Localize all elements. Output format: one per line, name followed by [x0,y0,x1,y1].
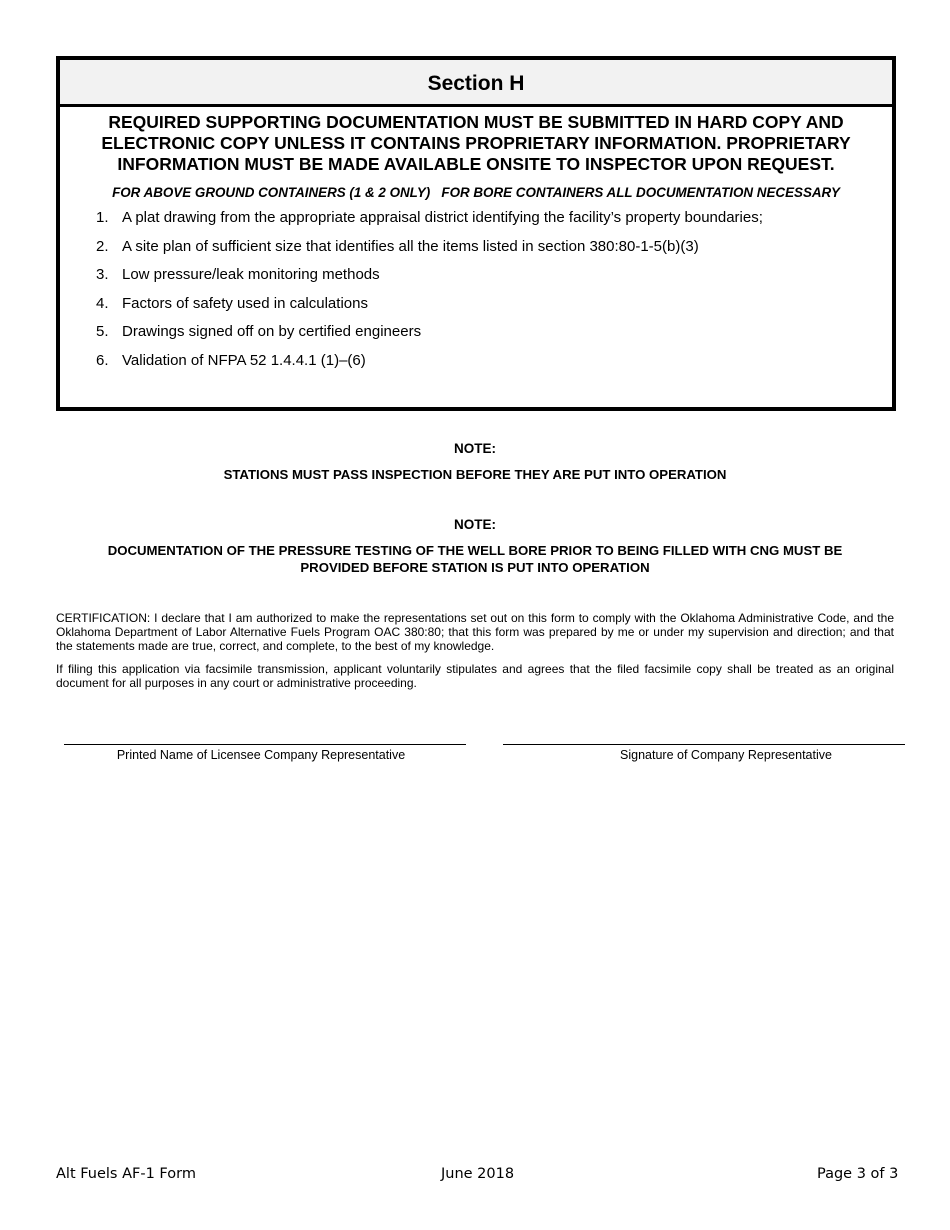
list-item-text: A plat drawing from the appropriate appraisal district identifying the facility’s property boundaries; [122,209,763,226]
note-label-inspection: NOTE: [454,441,496,456]
list-item [60,295,892,313]
footer-date: June 2018 [441,1166,515,1182]
documentation-list [60,209,892,370]
list-item-number: 3. [96,266,109,284]
footer-page-number: Page 3 of 3 [817,1166,899,1182]
facsimile-statement: If filing this application via facsimile transmission, applicant voluntarily stipulates and agrees that the filed facsimile copy shall be treated as an original document for all purposes in any court or administrative proceeding. [56,662,894,690]
required-documentation-notice: REQUIRED SUPPORTING DOCUMENTATION MUST BE SUBMITTED IN HARD COPY AND ELECTRONIC COPY UNLESS IT CONTAINS PROPRIETARY INFORMATION. PROPRIETARY INFORMATION MUST BE MADE AVAILABLE ONSITE TO INSPECTOR UPON REQUEST. [101,112,851,174]
list-item-number: 6. [96,351,109,369]
printed-name-line[interactable] [64,744,466,745]
footer-form-name: Alt Fuels AF-1 Form [56,1166,196,1182]
list-item-number: 1. [96,209,109,226]
signature-line[interactable] [503,744,905,745]
list-item-number: 5. [96,323,109,341]
list-item-text: A site plan of sufficient size that identifies all the items listed in section 380:80-1-5(b)(3) [122,237,699,255]
list-item-number: 4. [96,294,109,312]
container-subheading: FOR ABOVE GROUND CONTAINERS (1 & 2 ONLY) FOR BORE CONTAINERS ALL DOCUMENTATION NECESSARY [112,185,840,200]
section-h-box [56,56,896,411]
list-item [60,238,892,256]
note-text-pressure-testing: DOCUMENTATION OF THE PRESSURE TESTING OF THE WELL BORE PRIOR TO BEING FILLED WITH CNG MUST BE PROVIDED BEFORE STATION IS PUT INTO OPERATION [107,543,843,575]
list-item-number: 2. [96,237,109,255]
signature-label: Signature of Company Representative [620,748,832,762]
list-item [60,352,892,370]
list-item-text: Factors of safety used in calculations [122,294,368,312]
list-item-text: Drawings signed off on by certified engineers [122,323,422,341]
list-item-text: Validation of NFPA 52 1.4.4.1 (1)–(6) [122,351,366,369]
list-item [60,266,892,284]
list-item [60,323,892,341]
note-label-pressure-testing: NOTE: [454,517,496,532]
section-title: Section H [60,60,892,107]
printed-name-label: Printed Name of Licensee Company Representative [116,748,406,762]
list-item-text: Low pressure/leak monitoring methods [122,266,380,284]
certification-statement: CERTIFICATION: I declare that I am authorized to make the representations set out on this form to comply with the Oklahoma Administrative Code, and the Oklahoma Department of Labor Alternative Fuels Program OAC 380:80; that this form was prepared by me or under my supervision and direction; and that the statements made are true, correct, and complete, to the best of my knowledge. [56,611,894,653]
note-text-inspection: STATIONS MUST PASS INSPECTION BEFORE THEY ARE PUT INTO OPERATION [223,467,727,482]
list-item [60,209,892,227]
